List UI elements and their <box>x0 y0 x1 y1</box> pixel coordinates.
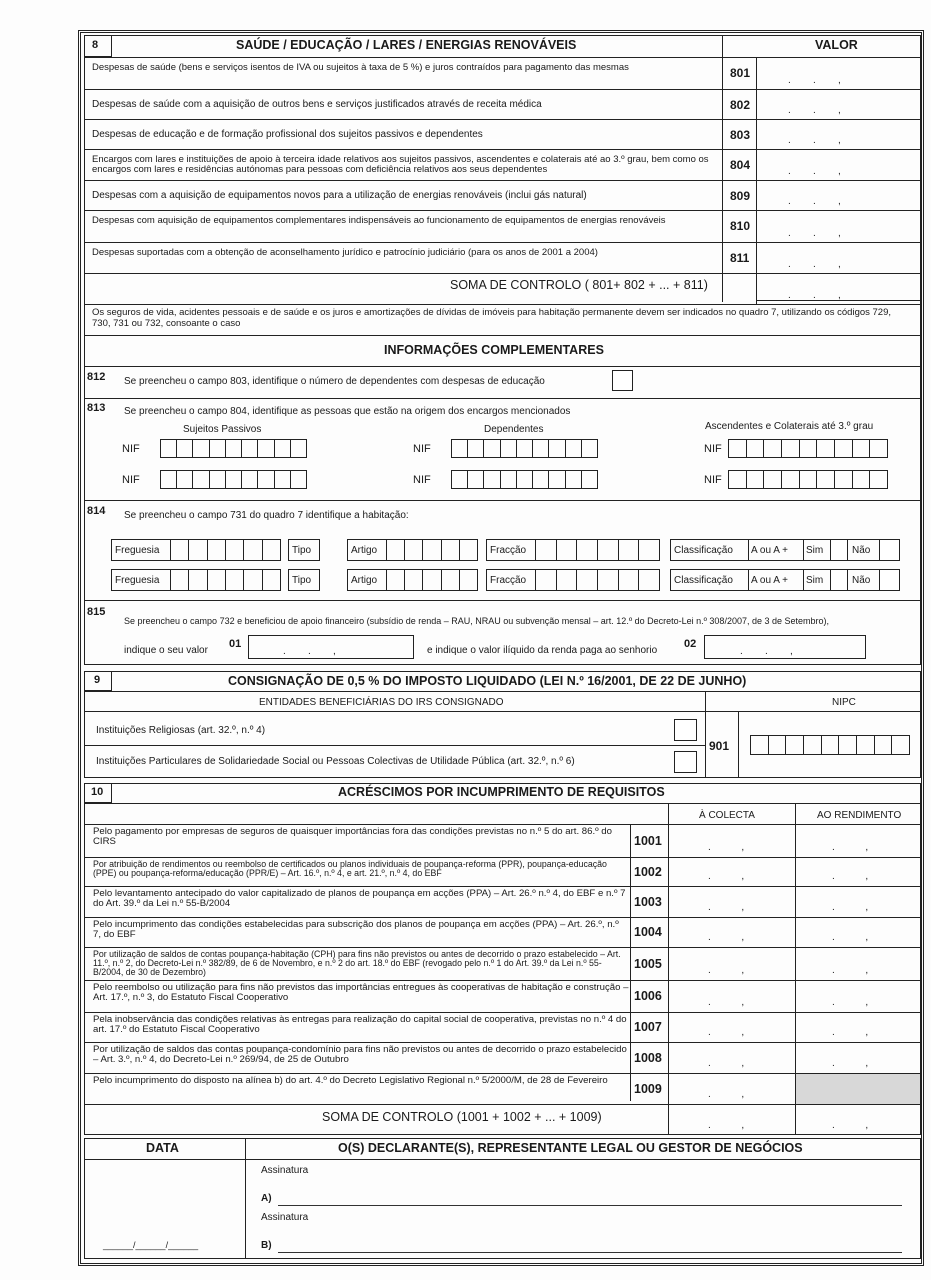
expense-label-811: Despesas suportadas com a obtenção de aconselhamento jurídico e patrocínio judiciário (para os anos de 2001 a 2004) <box>92 246 598 258</box>
nif-label: NIF <box>413 443 431 455</box>
divider <box>84 57 921 58</box>
acrescimo-label-1005: Por utilização de saldos de contas poupança-habitação (CPH) para fins não previstos ou antes de decorrido o prazo estabelecido – Art. 11.º, n.º 2, do Decreto-Lei n.º 382/89, de 6 de Novembro, e n.º 2 do art. 18.º do EBF (revogado pelo n.º 1 do Art. 39.º da Lei n.º 55-B/2004, de 30 de Dezembro) <box>93 949 621 977</box>
nao-checkbox-1[interactable] <box>879 539 900 561</box>
field-code-815: 815 <box>87 606 106 618</box>
nif-label: NIF <box>704 474 722 486</box>
divider <box>84 273 756 274</box>
inst-religiosas-checkbox[interactable] <box>674 719 697 741</box>
renda-label: e indique o valor ilíquido da renda paga ao senhorio <box>427 645 658 656</box>
divider <box>748 569 749 591</box>
signature-b-line[interactable] <box>278 1252 902 1253</box>
subsidio-valor-mask[interactable]: . . , <box>283 646 336 657</box>
colecta-field-1006[interactable]: . , <box>708 997 745 1008</box>
sujeitos-passivos-label: Sujeitos Passivos <box>183 424 262 435</box>
soma-colecta-field[interactable]: . , <box>708 1120 745 1131</box>
amount-field-801[interactable]: . . , <box>788 75 841 86</box>
field-code-809: 809 <box>730 189 751 203</box>
valor-header: VALOR <box>815 38 858 52</box>
sim-checkbox-1[interactable] <box>830 539 848 561</box>
field-code-804: 804 <box>730 158 751 172</box>
nif-label: NIF <box>413 474 431 486</box>
divider <box>84 500 921 501</box>
sim-label: Sim <box>806 545 824 556</box>
divider <box>84 886 921 887</box>
nif-label: NIF <box>704 443 722 455</box>
rendimento-1009-disabled <box>796 1074 920 1104</box>
signature-a-line[interactable] <box>278 1205 902 1206</box>
field-code-1006: 1006 <box>634 989 662 1003</box>
colecta-field-1001[interactable]: . , <box>708 842 745 853</box>
nif-input-2-1[interactable] <box>451 439 598 458</box>
dependents-count-input[interactable] <box>612 370 633 391</box>
divider <box>84 180 756 181</box>
freguesia-label: Freguesia <box>115 575 160 586</box>
field-code-1004: 1004 <box>634 925 662 939</box>
field-code-901: 901 <box>709 739 730 753</box>
ascendentes-label: Ascendentes e Colaterais até 3.º grau <box>705 421 874 432</box>
nif-label: NIF <box>122 474 140 486</box>
colecta-field-1008[interactable]: . , <box>708 1058 745 1069</box>
date-input: ______/______/______ <box>103 1240 199 1250</box>
expense-label-801: Despesas de saúde (bens e serviços isentos de IVA ou sujeitos à taxa de 5 %) e juros contraídos para pagamento das mesmas <box>92 62 629 73</box>
nif-input-2-2[interactable] <box>451 470 598 489</box>
code-divider <box>756 57 757 300</box>
fraccao-label: Fracção <box>490 575 527 586</box>
divider <box>84 600 921 601</box>
acrescimo-label-1007: Pela inobservância das condições relativas às entregas para realização do capital social de cooperativa, previstas no n.º 4 do art. 17.º do Estatuto Fiscal Cooperativo <box>93 1014 627 1035</box>
rendimento-field-1005[interactable]: . , <box>832 965 869 976</box>
field-code-1005: 1005 <box>634 956 662 971</box>
soma-controlo-label: SOMA DE CONTROLO ( 801+ 802 + ... + 811) <box>450 278 708 292</box>
divider <box>84 398 921 399</box>
field-code-802: 802 <box>730 98 751 112</box>
inst-religiosas-label: Instituições Religiosas (art. 32.º, n.º 4) <box>96 725 266 736</box>
rendimento-field-1002[interactable]: . , <box>832 871 869 882</box>
field-code-812: 812 <box>87 371 106 383</box>
sim-label: Sim <box>806 575 824 586</box>
field-code-811: 811 <box>730 251 750 265</box>
colecta-field-1003[interactable]: . , <box>708 902 745 913</box>
expense-label-803: Despesas de educação e de formação profissional dos sujeitos passivos e dependentes <box>92 129 483 140</box>
colecta-field-1002[interactable]: . , <box>708 871 745 882</box>
a-ou-a-plus-label: A ou A + <box>751 575 788 586</box>
freguesia-cells-1[interactable] <box>170 540 280 560</box>
valor-column-divider <box>722 35 723 302</box>
nif-input-1-2[interactable] <box>160 470 307 489</box>
assinatura-label-a: Assinatura <box>261 1165 309 1176</box>
field-code-1002: 1002 <box>634 864 662 879</box>
declarantes-header: O(S) DECLARANTE(S), REPRESENTANTE LEGAL OU GESTOR DE NEGÓCIOS <box>338 1141 803 1155</box>
nao-checkbox-2[interactable] <box>879 569 900 591</box>
field-code-803: 803 <box>730 128 751 142</box>
quadro-9-number: 9 <box>94 674 101 686</box>
amount-field-809[interactable]: . . , <box>788 196 841 207</box>
classificacao-label: Classificação <box>674 575 733 586</box>
divider <box>756 273 757 304</box>
rendimento-field-1004[interactable]: . , <box>832 932 869 943</box>
fraccao-label: Fracção <box>490 545 527 556</box>
note-text: Os seguros de vida, acidentes pessoais e de saúde e os juros e amortizações de dívidas de imóveis para habitação permanente devem ser indicados no quadro 7, utilizando os códigos 729, 730, 731 ou 732, consoante o caso <box>92 307 892 329</box>
rendimento-field-1008[interactable]: . , <box>832 1058 869 1069</box>
nipc-header: NIPC <box>832 697 856 708</box>
divider <box>84 745 705 746</box>
field-815-label: Se preencheu o campo 732 e beneficiou de apoio financeiro (subsídio de renda – RAU, NRAU ou subvenção mensal – art. 12.º do Decreto-Lei n.º 308/2007, de 3 de Setembro), <box>124 616 830 626</box>
field-code-1003: 1003 <box>634 894 662 909</box>
colecta-field-1005[interactable]: . , <box>708 965 745 976</box>
acrescimo-label-1008: Por utilização de saldos das contas poupança-condomínio para fins não previstos ou antes de decorrido o prazo estabelecido – Art. 3.º, n.º 4, do Decreto-Lei n.º 269/94, de 25 de Outubro <box>93 1044 627 1065</box>
divider <box>630 824 631 1101</box>
quadro-9-title: CONSIGNAÇÃO DE 0,5 % DO IMPOSTO LIQUIDADO (LEI N.º 16/2001, DE 22 DE JUNHO) <box>228 674 747 688</box>
field-code-815-02: 02 <box>684 638 697 650</box>
quadro-10-number: 10 <box>91 786 104 798</box>
divider <box>84 1104 921 1105</box>
divider <box>84 366 921 367</box>
divider <box>84 242 756 243</box>
rendimento-field-1006[interactable]: . , <box>832 997 869 1008</box>
field-code-1009: 1009 <box>634 1081 662 1096</box>
artigo-cells-2[interactable] <box>386 570 477 590</box>
field-814-label: Se preencheu o campo 731 do quadro 7 identifique a habitação: <box>124 510 409 521</box>
ao-rendimento-header: AO RENDIMENTO <box>817 810 902 821</box>
divider <box>84 947 921 948</box>
divider <box>84 304 921 305</box>
divider <box>84 210 756 211</box>
rendimento-field-1001[interactable]: . , <box>832 842 869 853</box>
nif-input-3-2[interactable] <box>728 470 888 489</box>
divider <box>705 691 706 778</box>
signature-frame <box>84 1138 921 1259</box>
divider <box>84 1159 921 1160</box>
colecta-field-1004[interactable]: . , <box>708 932 745 943</box>
entidades-header: ENTIDADES BENEFICIÁRIAS DO IRS CONSIGNADO <box>259 697 504 708</box>
acrescimo-label-1001: Pelo pagamento por empresas de seguros de quaisquer importâncias fora das condições previstas no n.º 5 do art. 86.º do CIRS <box>93 826 612 847</box>
amount-field-811[interactable]: . . , <box>788 259 841 270</box>
amount-field-802[interactable]: . . , <box>788 105 841 116</box>
divider <box>84 857 921 858</box>
expense-label-810: Despesas com aquisição de equipamentos complementares indispensáveis ao funcionamento de equipamentos de energias renováveis <box>92 215 666 226</box>
divider <box>84 89 756 90</box>
field-code-1001: 1001 <box>634 833 662 848</box>
divider <box>84 335 921 336</box>
acrescimo-label-1003: Pelo levantamento antecipado do valor capitalizado de planos de poupança em acções (PPA) – Art. 26.º n.º 4, do EBF e n.º 7 do Art. 39.º da Lei n.º 55-B/2004 <box>93 888 626 909</box>
nao-label: Não <box>852 545 871 556</box>
field-812-label: Se preencheu o campo 803, identifique o número de dependentes com despesas de educação <box>124 376 545 387</box>
renda-valor-mask[interactable]: . . , <box>740 646 793 657</box>
nao-label: Não <box>852 575 871 586</box>
a-colecta-header: À COLECTA <box>699 810 755 821</box>
irs-form-annex <box>78 30 924 1266</box>
amount-field-soma-8[interactable]: . . , <box>788 290 841 301</box>
inst-ipss-checkbox[interactable] <box>674 751 697 773</box>
acrescimo-label-1006: Pelo reembolso ou utilização para fins não previstos das importâncias entregues às cooperativas de habitação e construção – Art. 17.º, n.º 3, do Estatuto Fiscal Cooperativo <box>93 982 629 1003</box>
signature-a-label: A) <box>261 1193 272 1204</box>
divider <box>84 917 921 918</box>
rendimento-field-1007[interactable]: . , <box>832 1027 869 1038</box>
field-code-813: 813 <box>87 402 106 414</box>
soma-controlo-10-label: SOMA DE CONTROLO (1001 + 1002 + ... + 1009) <box>322 1110 602 1124</box>
divider <box>84 1012 921 1013</box>
field-code-801: 801 <box>730 66 751 80</box>
nif-input-1-1[interactable] <box>160 439 307 458</box>
quadro-number: 8 <box>92 39 99 51</box>
field-code-815-01: 01 <box>229 638 242 650</box>
nif-label: NIF <box>122 443 140 455</box>
divider <box>803 539 804 561</box>
field-code-810: 810 <box>730 219 751 233</box>
signature-b-label: B) <box>261 1240 272 1251</box>
acrescimo-label-1009: Pelo incumprimento do disposto na alínea b) do art. 4.º do Decreto Legislativo Regional n.º 5/2000/M, de 28 de Fevereiro <box>93 1075 608 1086</box>
inst-ipss-label: Instituições Particulares de Solidariedade Social ou Pessoas Colectivas de Utilidade Pública (art. 32.º, n.º 6) <box>96 756 575 767</box>
expense-label-804: Encargos com lares e instituições de apoio à terceira idade relativos aos sujeitos passivos, ascendentes e colaterais até ao 3.º grau, bem como os encargos com lares e residências autónomas para pessoas com deficiência relativos aos seus dependentes <box>92 153 709 175</box>
artigo-label: Artigo <box>351 545 378 556</box>
divider <box>803 569 804 591</box>
divider <box>748 539 749 561</box>
nipc-input[interactable] <box>750 735 910 755</box>
artigo-label: Artigo <box>351 575 378 586</box>
amount-field-803[interactable]: . . , <box>788 135 841 146</box>
divider <box>245 1138 246 1259</box>
divider <box>738 711 739 778</box>
field-813-label: Se preencheu o campo 804, identifique as pessoas que estão na origem dos encargos mencionados <box>124 406 571 417</box>
fraccao-cells-1[interactable] <box>535 540 659 560</box>
colecta-field-1007[interactable]: . , <box>708 1027 745 1038</box>
tipo-label: Tipo <box>292 545 312 556</box>
a-ou-a-plus-label: A ou A + <box>751 545 788 556</box>
expense-label-809: Despesas com a aquisição de equipamentos novos para a utilização de energias renováveis (inclui gás natural) <box>92 190 587 201</box>
sim-checkbox-2[interactable] <box>830 569 848 591</box>
amount-field-810[interactable]: . . , <box>788 228 841 239</box>
nif-input-3-1[interactable] <box>728 439 888 458</box>
divider <box>84 1042 921 1043</box>
divider <box>84 119 756 120</box>
field-code-1008: 1008 <box>634 1050 662 1065</box>
divider <box>84 691 921 692</box>
freguesia-cells-2[interactable] <box>170 570 280 590</box>
field-code-1007: 1007 <box>634 1020 662 1034</box>
info-complementares-title: INFORMAÇÕES COMPLEMENTARES <box>384 343 604 357</box>
acrescimo-label-1002: Por atribuição de rendimentos ou reembolso de certificados ou planos individuais de poupança-reforma (PPR), poupança-educação (PPE) ou poupança-reforma/educação (PPR/E) – Art. 16.º, n.º 4, e art. 21.º, n.º 4, do EBF <box>93 859 607 878</box>
divider <box>84 824 921 825</box>
assinatura-label-b: Assinatura <box>261 1212 309 1223</box>
tipo-label: Tipo <box>292 575 312 586</box>
field-code-814: 814 <box>87 505 106 517</box>
indique-valor-label: indique o seu valor <box>124 645 208 656</box>
quadro-title: SAÚDE / EDUCAÇÃO / LARES / ENERGIAS RENOVÁVEIS <box>236 38 577 52</box>
classificacao-label: Classificação <box>674 545 733 556</box>
rendimento-field-1003[interactable]: . , <box>832 902 869 913</box>
soma-rendimento-field[interactable]: . , <box>832 1120 869 1131</box>
colecta-field-1009[interactable]: . , <box>708 1089 745 1100</box>
dependentes-label: Dependentes <box>484 424 544 435</box>
data-header: DATA <box>146 1141 179 1155</box>
freguesia-label: Freguesia <box>115 545 160 556</box>
amount-field-804[interactable]: . . , <box>788 166 841 177</box>
quadro-10-title: ACRÉSCIMOS POR INCUMPRIMENTO DE REQUISITOS <box>338 785 665 799</box>
divider <box>668 803 669 1135</box>
artigo-cells-1[interactable] <box>386 540 477 560</box>
acrescimo-label-1004: Pelo incumprimento das condições estabelecidas para subscrição dos planos de poupança em acções (PPA) – Art. 26.º, n.º 7, do EBF <box>93 919 619 940</box>
fraccao-cells-2[interactable] <box>535 570 659 590</box>
expense-label-802: Despesas de saúde com a aquisição de outros bens e serviços justificados através de receita médica <box>92 99 542 110</box>
divider <box>84 980 921 981</box>
divider <box>84 149 756 150</box>
divider <box>84 711 921 712</box>
